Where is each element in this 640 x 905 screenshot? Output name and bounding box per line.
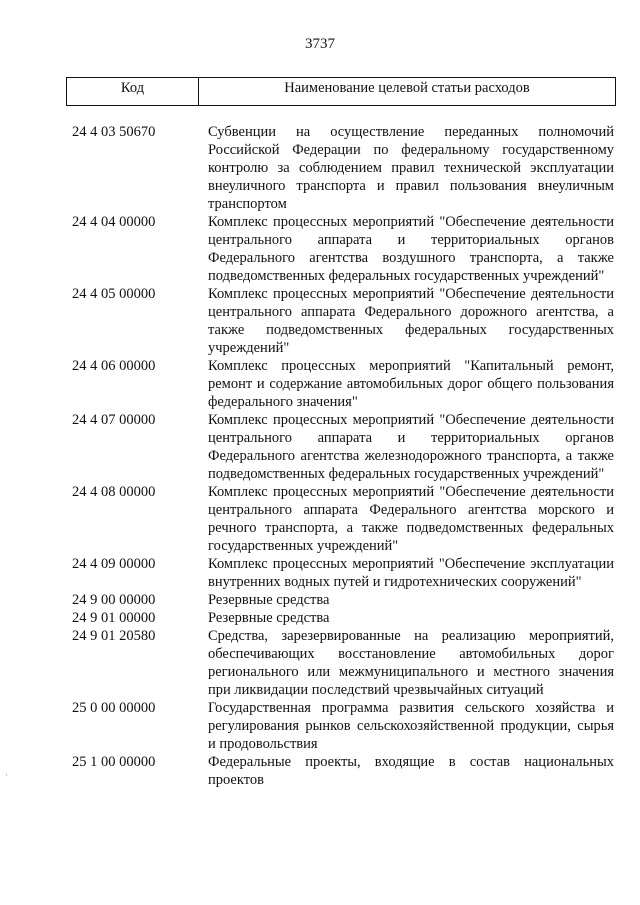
row-description: Резервные средства [208, 610, 330, 626]
row-code: 24 9 01 00000 [72, 610, 156, 626]
row-description: Субвенции на осуществление переданных полномочий Российской Федерации по федеральному государственному контролю за соблюдением правил технической эксплуатации внеуличного транспорта и правил пользования внеуличным транспортом [208, 124, 614, 212]
row-code: 24 4 06 00000 [72, 358, 156, 374]
table-row [0, 609, 640, 627]
row-code: 24 9 00 00000 [72, 592, 156, 608]
row-code: 25 0 00 00000 [72, 700, 156, 716]
table-row [0, 555, 640, 591]
table-row [0, 123, 640, 213]
table-row [0, 753, 640, 789]
row-description: Комплекс процессных мероприятий "Обеспечение деятельности центрального аппарата Федерального агентства морского и речного транспорта, а также подведомственных федеральных государственных учреждений" [208, 484, 614, 554]
row-description: Комплекс процессных мероприятий "Капитальный ремонт, ремонт и содержание автомобильных дорог общего пользования федерального значения" [208, 358, 614, 410]
table-header [66, 77, 616, 106]
row-code: 24 9 01 20580 [72, 628, 156, 644]
table-row [0, 411, 640, 483]
table-row [0, 627, 640, 699]
row-description: Государственная программа развития сельского хозяйства и регулирования рынков сельскохозяйственной продукции, сырья и продовольствия [208, 700, 614, 752]
row-description: Комплекс процессных мероприятий "Обеспечение эксплуатации внутренних водных путей и гидротехнических сооружений" [208, 556, 614, 590]
row-description: Резервные средства [208, 592, 330, 608]
row-code: 24 4 04 00000 [72, 214, 156, 230]
table-row [0, 483, 640, 555]
row-description: Средства, зарезервированные на реализацию мероприятий, обеспечивающих восстановление автомобильных дорог регионального или межмуниципального и местного значения при ликвидации последствий чрезвычайных ситуаций [208, 628, 614, 698]
row-code: 24 4 09 00000 [72, 556, 156, 572]
row-description: Комплекс процессных мероприятий "Обеспечение деятельности центрального аппарата и территориальных органов Федерального агентства воздушного транспорта, а также подведомственных федеральных государственных учреждений" [208, 214, 614, 284]
table-row [0, 699, 640, 753]
row-description: Комплекс процессных мероприятий "Обеспечение деятельности центрального аппарата Федерального дорожного агентства, а также подведомственных федеральных государственных учреждений" [208, 286, 614, 356]
page-number: 3737 [305, 36, 335, 52]
header-code-label: Код [67, 78, 199, 105]
budget-items-list [0, 123, 640, 789]
row-code: 24 4 05 00000 [72, 286, 156, 302]
table-row [0, 213, 640, 285]
row-description: Комплекс процессных мероприятий "Обеспечение деятельности центрального аппарата и территориальных органов Федерального агентства железнодорожного транспорта, а также подведомственных федеральных государственных учреждений" [208, 412, 614, 482]
scan-edge-mark: · [5, 770, 8, 780]
row-code: 24 4 03 50670 [72, 124, 156, 140]
header-name-label: Наименование целевой статьи расходов [284, 80, 530, 96]
row-code: 24 4 08 00000 [72, 484, 156, 500]
table-row [0, 357, 640, 411]
table-row [0, 285, 640, 357]
row-code: 25 1 00 00000 [72, 754, 156, 770]
table-row [0, 591, 640, 609]
row-code: 24 4 07 00000 [72, 412, 156, 428]
row-description: Федеральные проекты, входящие в состав национальных проектов [208, 754, 614, 788]
